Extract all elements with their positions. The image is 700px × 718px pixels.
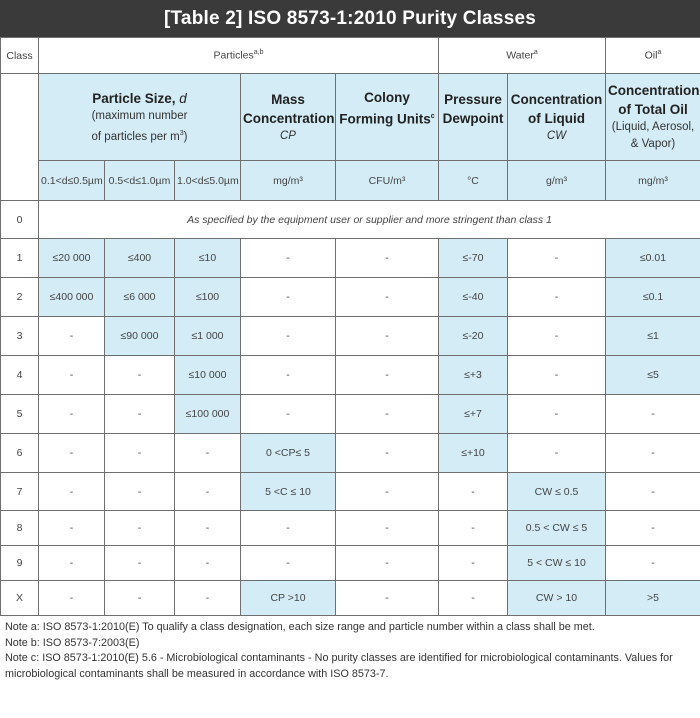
table-cell: ≤1 000 — [175, 317, 241, 356]
mass-concentration-header: Mass Concentration CP — [241, 74, 336, 161]
table-cell: - — [336, 239, 439, 278]
class-header-spacer — [1, 74, 39, 201]
table-cell: - — [336, 546, 439, 581]
class-label: 3 — [1, 317, 39, 356]
unit-cell: 0.5<d≤1.0µm — [105, 161, 175, 201]
table-cell: - — [336, 278, 439, 317]
class-rows — [1, 239, 700, 616]
table-cell: ≤0.1 — [606, 278, 700, 317]
table-cell: - — [175, 473, 241, 511]
table-cell: ≤10 — [175, 239, 241, 278]
table-cell: - — [606, 395, 700, 434]
table-cell: >5 — [606, 581, 700, 616]
purity-classes-table — [0, 37, 700, 616]
class-row — [1, 434, 700, 473]
class-label: 7 — [1, 473, 39, 511]
note-c: Note c: ISO 8573-1:2010(E) 5.6 - Microbiological contaminants - No purity classes are identified for microbiological contaminants. Values for microbiological contaminants shall be measured in accordance with ISO 8573-7. — [5, 652, 673, 680]
class-label: 8 — [1, 511, 39, 546]
class-row — [1, 546, 700, 581]
total-oil-header: Concentration of Total Oil (Liquid, Aerosol, & Vapor) — [606, 74, 700, 161]
class-0-row — [1, 201, 700, 239]
table-cell: - — [105, 581, 175, 616]
table-cell: - — [336, 317, 439, 356]
table-cell: ≤-70 — [439, 239, 508, 278]
table-cell: - — [508, 278, 606, 317]
table-cell: ≤6 000 — [105, 278, 175, 317]
table-cell: CW ≤ 0.5 — [508, 473, 606, 511]
note-b: Note b: ISO 8573-7:2003(E) — [5, 636, 140, 649]
table-cell: - — [336, 511, 439, 546]
pressure-dewpoint-header: Pressure Dewpoint — [439, 74, 508, 161]
table-cell: CW > 10 — [508, 581, 606, 616]
unit-cell: 1.0<d≤5.0µm — [175, 161, 241, 201]
table-cell: - — [105, 434, 175, 473]
table-cell: - — [39, 317, 105, 356]
class-label: 6 — [1, 434, 39, 473]
note-a: Note a: ISO 8573-1:2010(E) To qualify a class designation, each size range and particle number within a class shall be met. — [5, 621, 595, 633]
liquid-concentration-header: Concentration of Liquid CW — [508, 74, 606, 161]
table-cell: ≤400 — [105, 239, 175, 278]
table-cell: - — [336, 356, 439, 395]
column-header-row — [1, 74, 700, 161]
class-row — [1, 581, 700, 616]
table-cell: - — [105, 356, 175, 395]
table-cell: ≤90 000 — [105, 317, 175, 356]
table-cell: - — [39, 434, 105, 473]
table-cell: - — [241, 546, 336, 581]
table-cell: - — [508, 356, 606, 395]
table-title: [Table 2] ISO 8573-1:2010 Purity Classes — [0, 0, 700, 37]
colony-forming-units-header: Colony Forming Units$^c$ — [336, 74, 439, 161]
table-cell: - — [439, 581, 508, 616]
class-label: 1 — [1, 239, 39, 278]
table-cell: CP >10 — [241, 581, 336, 616]
table-cell: ≤+7 — [439, 395, 508, 434]
table-cell: - — [39, 356, 105, 395]
table-cell: - — [105, 511, 175, 546]
table-cell: ≤+10 — [439, 434, 508, 473]
class-row — [1, 395, 700, 434]
class-row — [1, 356, 700, 395]
table-cell: - — [105, 546, 175, 581]
table-cell: 5 < CW ≤ 10 — [508, 546, 606, 581]
table-cell: - — [336, 395, 439, 434]
group-header-row — [1, 38, 700, 74]
unit-cell: °C — [439, 161, 508, 201]
table-cell: - — [105, 395, 175, 434]
unit-cell: mg/m³ — [606, 161, 700, 201]
unit-cell: mg/m³ — [241, 161, 336, 201]
class-0-description: As specified by the equipment user or supplier and more stringent than class 1 — [39, 201, 700, 239]
table-cell: - — [606, 546, 700, 581]
table-cell: - — [606, 434, 700, 473]
table-cell: ≤5 — [606, 356, 700, 395]
table-cell: ≤1 — [606, 317, 700, 356]
table-cell: - — [439, 546, 508, 581]
unit-cell: CFU/m³ — [336, 161, 439, 201]
class-row — [1, 239, 700, 278]
table-cell: ≤100 000 — [175, 395, 241, 434]
class-row — [1, 278, 700, 317]
table-cell: - — [508, 317, 606, 356]
table-cell: - — [175, 546, 241, 581]
table-cell: - — [241, 356, 336, 395]
table-cell: ≤100 — [175, 278, 241, 317]
oil-group-header: Oil$^a$ — [606, 38, 700, 74]
table-cell: 0 <CP≤ 5 — [241, 434, 336, 473]
table-cell: ≤20 000 — [39, 239, 105, 278]
table-notes — [0, 616, 700, 686]
class-row — [1, 317, 700, 356]
table-cell: ≤10 000 — [175, 356, 241, 395]
class-label: 4 — [1, 356, 39, 395]
class-label: 5 — [1, 395, 39, 434]
table-cell: ≤400 000 — [39, 278, 105, 317]
table-cell: - — [508, 395, 606, 434]
table-cell: - — [336, 473, 439, 511]
table-cell: - — [336, 434, 439, 473]
table-cell: - — [241, 511, 336, 546]
table-cell: - — [105, 473, 175, 511]
table-cell: - — [439, 473, 508, 511]
table-cell: ≤-20 — [439, 317, 508, 356]
table-cell: - — [336, 581, 439, 616]
table-cell: - — [241, 317, 336, 356]
particles-group-header: Particles$^{a,b}$ — [39, 38, 439, 74]
table-cell: - — [39, 473, 105, 511]
table-cell: - — [606, 511, 700, 546]
table-cell: - — [175, 511, 241, 546]
table-cell: - — [508, 434, 606, 473]
class-label: X — [1, 581, 39, 616]
unit-cell: 0.1<d≤0.5µm — [39, 161, 105, 201]
class-row — [1, 473, 700, 511]
table-cell: ≤+3 — [439, 356, 508, 395]
table-cell: 0.5 < CW ≤ 5 — [508, 511, 606, 546]
unit-cell: g/m³ — [508, 161, 606, 201]
table-cell: - — [39, 581, 105, 616]
table-cell: - — [508, 239, 606, 278]
table-cell: - — [241, 278, 336, 317]
table-cell: - — [241, 239, 336, 278]
class-header: Class — [1, 38, 39, 74]
table-cell: ≤0.01 — [606, 239, 700, 278]
class-label: 9 — [1, 546, 39, 581]
table-cell: - — [175, 434, 241, 473]
class-label: 2 — [1, 278, 39, 317]
table-cell: - — [606, 473, 700, 511]
table-cell: - — [241, 395, 336, 434]
water-group-header: Water$^a$ — [439, 38, 606, 74]
table-cell: - — [175, 581, 241, 616]
table-cell: - — [439, 511, 508, 546]
units-row — [1, 161, 700, 201]
class-label: 0 — [1, 201, 39, 239]
class-row — [1, 511, 700, 546]
table-cell: - — [39, 546, 105, 581]
table-cell: - — [39, 511, 105, 546]
table-cell: 5 <C ≤ 10 — [241, 473, 336, 511]
table-cell: ≤-40 — [439, 278, 508, 317]
particle-size-header: Particle Size, d (maximum number of particles per $m^3$) — [39, 74, 241, 161]
table-cell: - — [39, 395, 105, 434]
